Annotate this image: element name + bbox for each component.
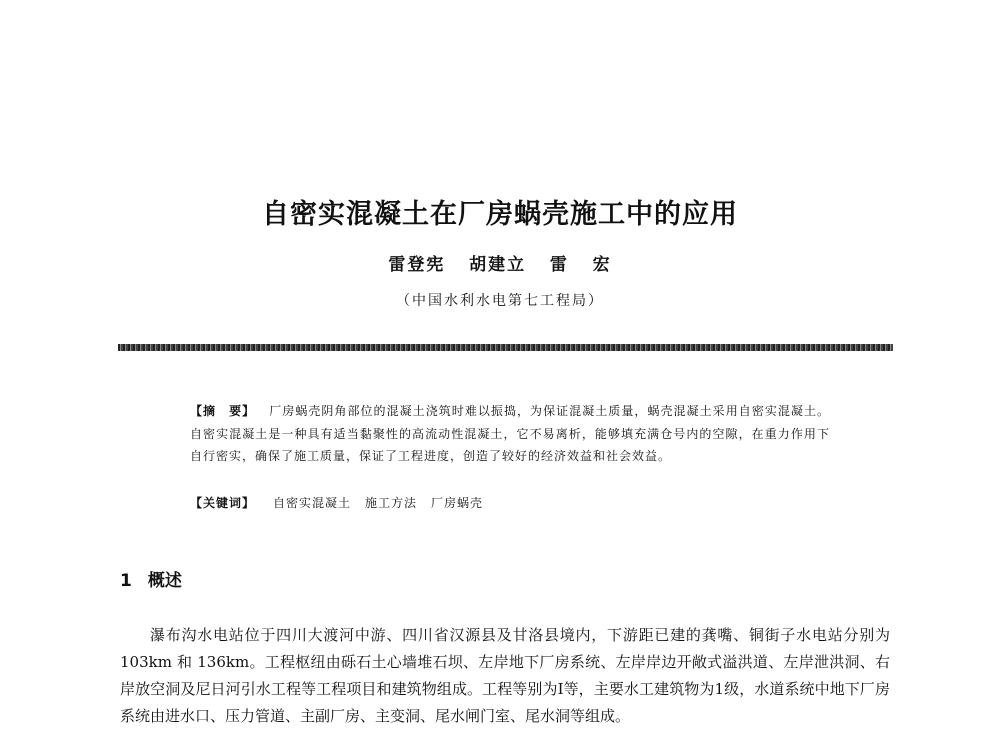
- paper-title: 自密实混凝土在厂房蜗壳施工中的应用: [262, 199, 738, 230]
- abstract-text: 厂房蜗壳阴角部位的混凝土浇筑时难以振捣，为保证混凝土质量，蜗壳混凝土采用自密实混凝土。自密实混凝土是一种具有适当黏聚性的高流动性混凝土，它不易离析，能够填充满仓号内的空隙，在重力作用下自行密实，确保了施工质量，保证了工程进度，创造了较好的经济效益和社会效益。: [190, 404, 830, 463]
- keywords-block: [190, 492, 830, 514]
- abstract-block: [190, 400, 830, 468]
- keyword-item: 自密实混凝土: [273, 496, 352, 510]
- keyword-item: 厂房蜗壳: [431, 496, 484, 510]
- paper-affiliation: （中国水利水电第七工程局）: [396, 293, 604, 309]
- section-title: 概述: [147, 571, 182, 591]
- header-divider: [118, 344, 893, 351]
- abstract-label: 【摘 要】: [190, 404, 256, 418]
- keyword-item: 施工方法: [365, 496, 418, 510]
- paper-authors: 雷登宪 胡建立 雷 宏: [388, 255, 612, 275]
- section-heading: [120, 566, 182, 591]
- keywords-label: 【关键词】: [190, 496, 256, 510]
- section-number: 1: [120, 571, 132, 591]
- body-paragraph: 瀑布沟水电站位于四川大渡河中游、四川省汉源县及甘洛县境内，下游距已建的龚嘴、铜街子水电站分别为 103km 和 136km。工程枢纽由砾石土心墙堆石坝、左岸地下厂房系统、左岸岸边开敞式溢洪道、左岸泄洪洞、右岸放空洞及尼日河引水工程等工程项目和建筑物组成。工程等别为Ⅰ等，主要水工建筑物为1级，水道系统中地下厂房系统由进水口、压力管道、主副厂房、主变洞、尾水闸门室、尾水洞等组成。: [120, 626, 890, 725]
